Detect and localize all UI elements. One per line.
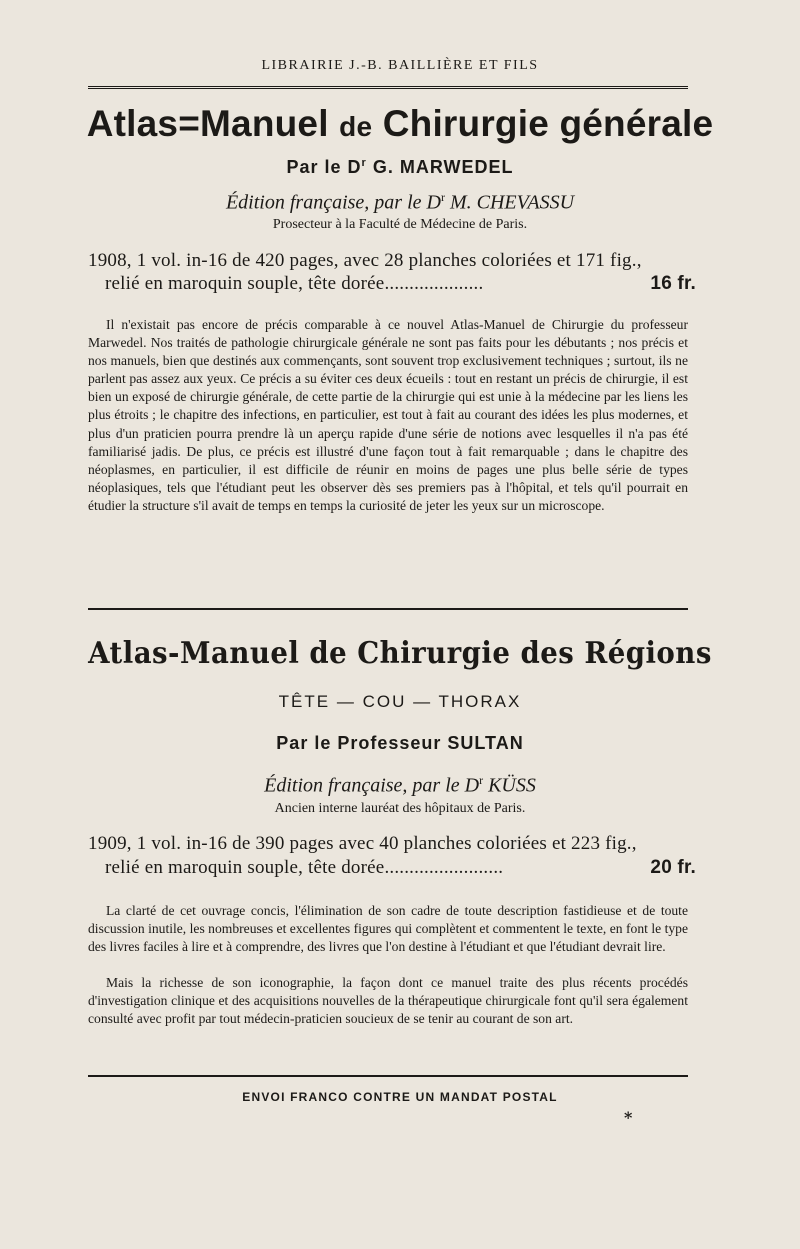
book1-details: 1908, 1 vol. in-16 de 420 pages, avec 28 planches coloriées et 171 fig., [88, 250, 642, 271]
book2-price-line: relié en maroquin souple, tête dorée........................ 20 fr. [105, 857, 696, 878]
book2-description-p2: Mais la richesse de son iconographie, la façon dont ce manuel traite des plus récents procédés d'investigation clinique et des acquisitions nouvelles de la thérapeutique chirurgicale font qu'il sera également consulté avec profit par tout médecin-praticien soucieux de se tenir au courant de son art. [88, 975, 688, 1027]
book2-author: Par le Professeur SULTAN [276, 733, 524, 753]
section-divider [88, 608, 688, 610]
header-rule [88, 86, 688, 89]
footer-note: ENVOI FRANCO CONTRE UN MANDAT POSTAL [242, 1090, 558, 1104]
book2-edition: Édition française, par le $D^r$ KÜSS [264, 773, 536, 797]
book2-details: 1909, 1 vol. in-16 de 390 pages avec 40 planches coloriées et 223 fig., [88, 833, 637, 854]
book1-translator-role: Prosecteur à la Faculté de Médecine de Paris. [272, 217, 528, 232]
asterisk-mark: * [624, 1108, 633, 1127]
book2-description-p1: La clarté de cet ouvrage concis, l'élimination de son cadre de toute description fastidieuse et de toute discussion inutile, les nombreuses et excellentes figures qui complètent et commentent le texte, en font le type des livres faciles à lire et à comprendre, des livres que l'on destine à l'étudiant et que l'étudiant devrait lire. [88, 903, 688, 955]
book2-regions: TÊTE — COU — THORAX [278, 692, 522, 711]
book1-price: 16 fr. [650, 273, 696, 294]
book1-description: Il n'existait pas encore de précis comparable à ce nouvel Atlas-Manuel de Chirurgie du professeur Marwedel. Nos traités de pathologie chirurgicale générale ne sont pas faits pour les débutants ; nos précis et nos manuels, bien que destinés aux commençants, sont souvent trop exclusivement techniques ; surtout, ils ne parlent pas assez aux yeux. Ce précis a su éviter ces deux écueils : tout en restant un précis de chirurgie, il est bien un exposé de chirurgie générale, de cette partie de la chirurgie qui est unie à la médecine par les liens les plus étroits ; le chapitre des infections, en particulier, est tout à fait au courant des idées les plus modernes, et plus d'un praticien pourra prendre là un aperçu rapide d'une série de notions avec lesquelles il n'a pas été familiarisé jadis. De plus, ce précis est illustré d'une façon tout à fait remarquable ; dans le chapitre des néoplasmes, en particulier, il est difficile de réunir en moins de pages une plus belle série de types néoplasiques, tels que l'étudiant peut les observer dès ses premiers pas à l'hôpital, et tels qu'il pourrait en étudier la structure s'il avait de temps en temps la curiosité de jeter les yeux sur un microscope. [88, 317, 688, 513]
publisher-header: LIBRAIRIE J.-B. BAILLIÈRE ET FILS [261, 58, 539, 73]
book2-price: 20 fr. [650, 857, 696, 878]
footer-rule [88, 1075, 688, 1077]
book1-price-line: relié en maroquin souple, tête dorée.................... 16 fr. [105, 273, 696, 294]
book2-title: Atlas-Manuel de Chirurgie des Régions [88, 636, 712, 671]
book1-edition: Édition française, par le $D^r$ M. CHEVASSU [225, 190, 575, 214]
book1-author: Par le $D^r$ G. MARWEDEL [286, 157, 514, 177]
book2-translator-role: Ancien interne lauréat des hôpitaux de Paris. [274, 801, 526, 816]
book1-title: Atlas=Manuel de Chirurgie générale [86, 103, 714, 144]
